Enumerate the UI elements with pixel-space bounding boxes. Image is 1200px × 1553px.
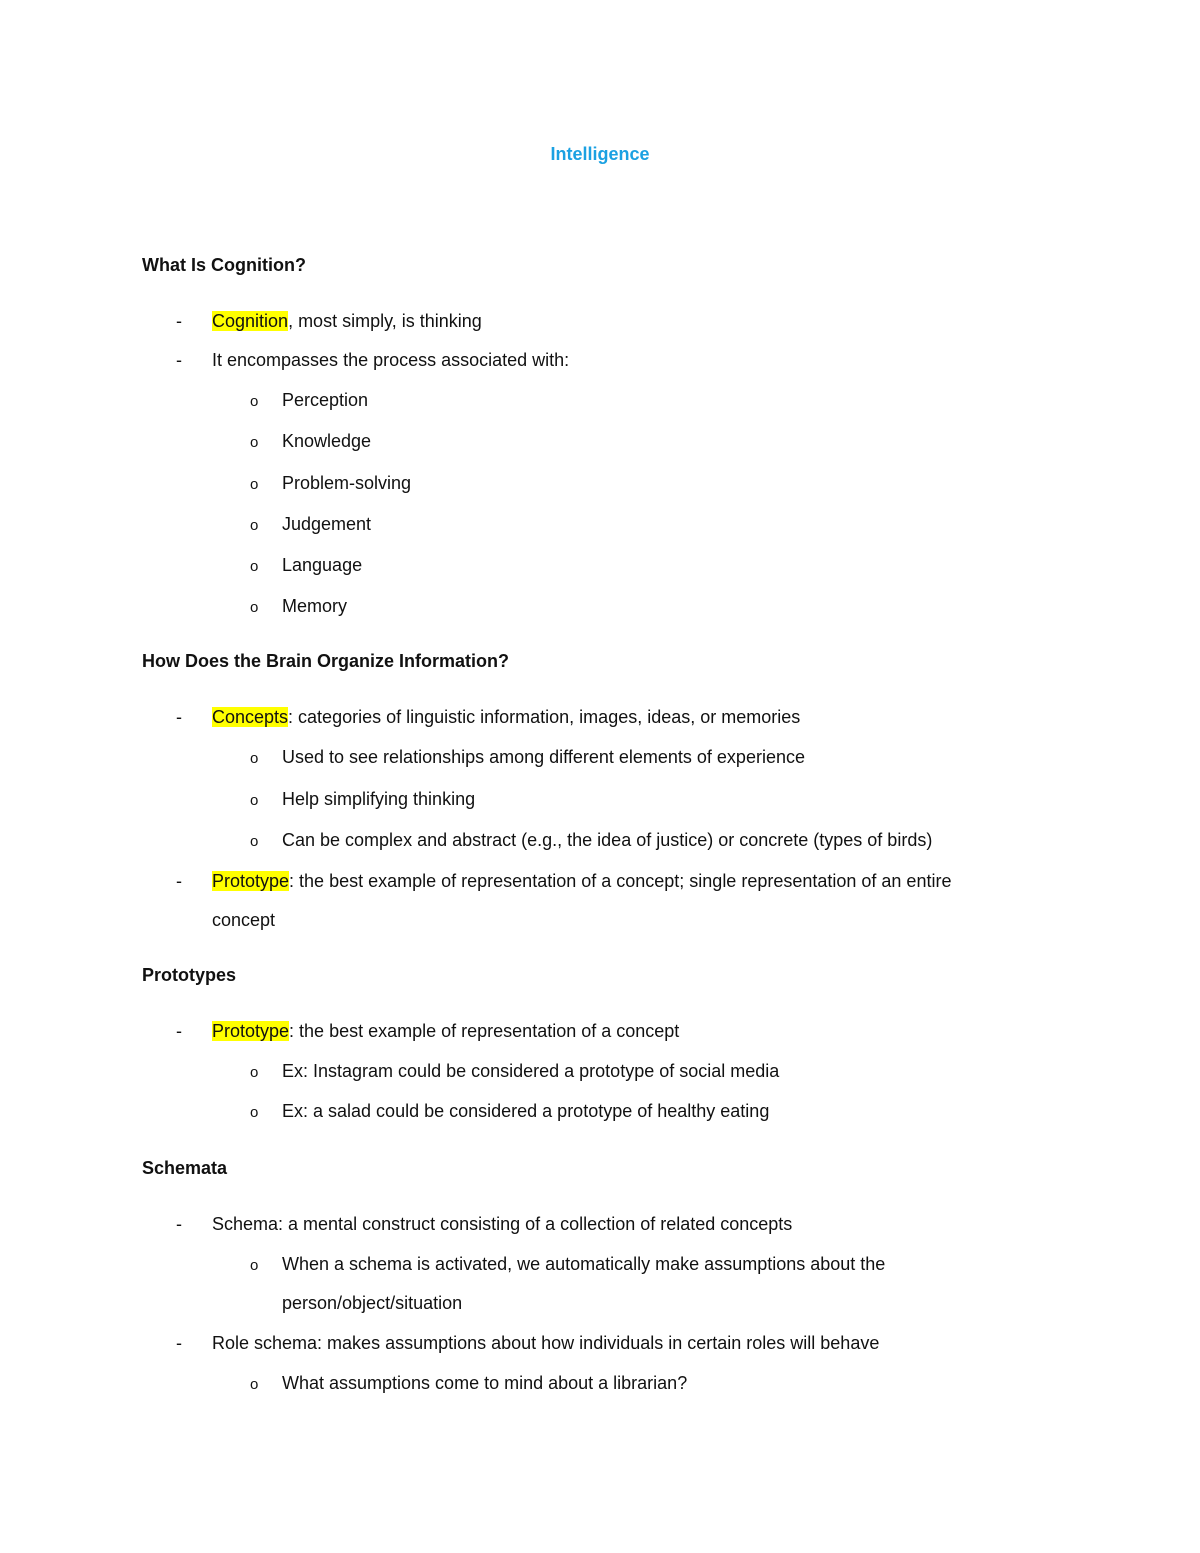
bullet-continuation: concept [212,910,276,930]
bullet-text: , most simply, is thinking [288,311,482,331]
sub-bullet [250,745,805,771]
section-heading-prototypes: Prototypes [142,965,237,985]
dash-marker: - [176,707,182,727]
dash-marker: - [176,1333,182,1353]
bullet-role-schema [176,1331,879,1355]
sub-bullet [250,553,362,579]
sub-bullet [250,1099,769,1125]
bullet-prototype-definition [176,1019,679,1043]
document-title: Intelligence [550,144,650,164]
bullet-text: : the best example of representation of a concept [289,1021,680,1041]
sub-bullet [250,1059,779,1085]
sub-bullet [250,388,368,414]
bullet-cognition [176,309,482,333]
circle-marker: o [250,1376,259,1393]
circle-marker: o [250,792,259,809]
sub-bullet-text: Ex: Instagram could be considered a prototype of social media [282,1061,780,1081]
bullet-prototype [176,869,951,893]
sub-bullet-text: Language [282,555,363,575]
sub-bullet [250,594,347,620]
highlighted-term: Cognition [212,311,289,331]
sub-bullet-text: Help simplifying thinking [282,789,476,809]
sub-bullet [250,429,371,455]
sub-bullet-text: Problem-solving [282,473,412,493]
sub-bullet [250,828,932,854]
section-heading-schemata: Schemata [142,1158,228,1178]
sub-bullet-text: Ex: a salad could be considered a prototype of healthy eating [282,1101,770,1121]
section-heading-cognition: What Is Cognition? [142,255,306,275]
bullet-encompasses [176,348,569,372]
sub-bullet-text: Knowledge [282,431,372,451]
bullet-schema [176,1212,792,1236]
sub-bullet-text: Memory [282,596,348,616]
dash-marker: - [176,350,182,370]
circle-marker: o [250,434,259,451]
circle-marker: o [250,599,259,616]
section-heading-brain-organize: How Does the Brain Organize Information? [142,651,510,671]
dash-marker: - [176,1214,182,1234]
circle-marker: o [250,750,259,767]
sub-bullet-text: Perception [282,390,369,410]
circle-marker: o [250,476,259,493]
sub-bullet-text: Judgement [282,514,372,534]
bullet-text: Role schema: makes assumptions about how individuals in certain roles will behave [212,1333,880,1353]
circle-marker: o [250,833,259,850]
bullet-text: : the best example of representation of a concept; single representation of an entire [289,871,952,891]
sub-bullet [250,1252,885,1278]
highlighted-term: Concepts [212,707,289,727]
highlighted-term: Prototype [212,871,290,891]
circle-marker: o [250,1104,259,1121]
sub-bullet-continuation: person/object/situation [282,1293,463,1313]
highlighted-term: Prototype [212,1021,290,1041]
circle-marker: o [250,558,259,575]
bullet-concepts [176,705,800,729]
sub-bullet [250,512,371,538]
sub-bullet [250,1371,687,1397]
sub-bullet [250,787,475,813]
circle-marker: o [250,517,259,534]
sub-bullet-text: When a schema is activated, we automatically make assumptions about the [282,1254,886,1274]
dash-marker: - [176,311,182,331]
bullet-text: It encompasses the process associated with: [212,350,570,370]
sub-bullet-text: Used to see relationships among different elements of experience [282,747,805,767]
dash-marker: - [176,871,182,891]
sub-bullet-text: Can be complex and abstract (e.g., the idea of justice) or concrete (types of birds) [282,830,933,850]
sub-bullet-text: What assumptions come to mind about a librarian? [282,1373,688,1393]
bullet-text: Schema: a mental construct consisting of a collection of related concepts [212,1214,793,1234]
bullet-text: : categories of linguistic information, images, ideas, or memories [288,707,801,727]
dash-marker: - [176,1021,182,1041]
circle-marker: o [250,393,259,410]
circle-marker: o [250,1257,259,1274]
circle-marker: o [250,1064,259,1081]
sub-bullet [250,471,411,497]
